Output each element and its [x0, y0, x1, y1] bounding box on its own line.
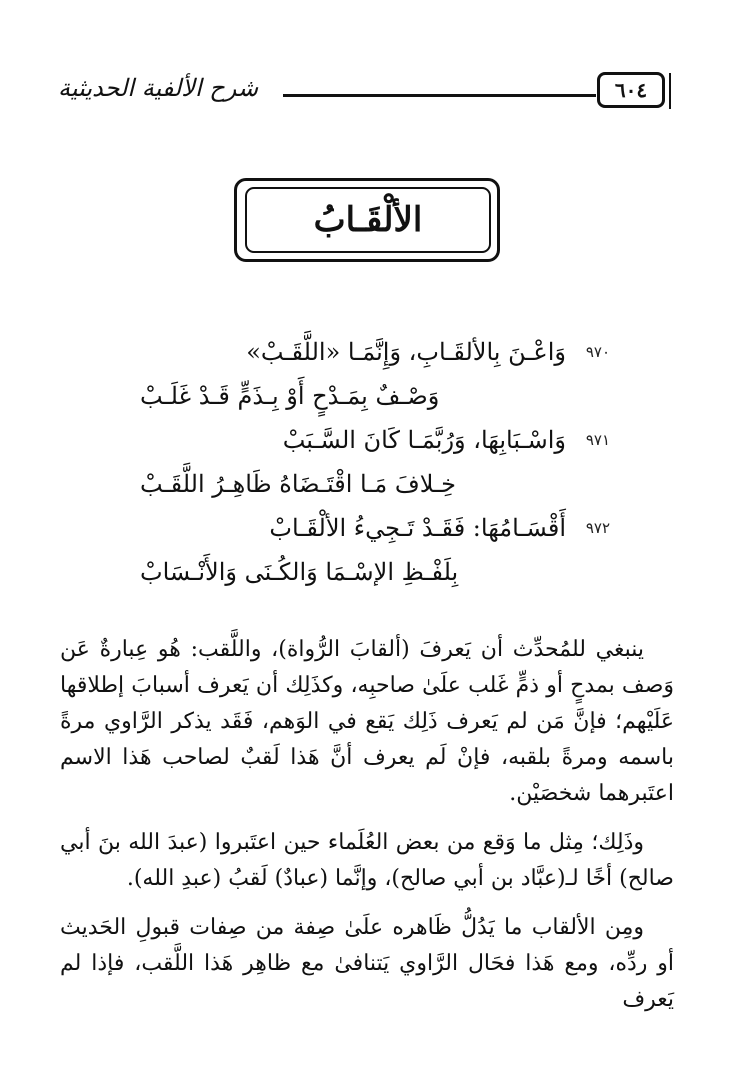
chapter-title-inner-frame — [245, 187, 491, 253]
commentary-text — [60, 632, 674, 1031]
verse-second-hemistich: بِلَفْـظِ الإسْـمَا وَالكُـنَى وَالأَنْـسَابْ — [140, 558, 459, 586]
verse-number: ٩٧٢ — [585, 519, 610, 537]
verse-number: ٩٧١ — [585, 431, 610, 449]
verse-first-hemistich: وَاسْـبَابِهَا، وَرُبَّمَـا كَانَ السَّـبَبْ — [282, 426, 566, 454]
verse-block — [120, 330, 610, 594]
verse-line — [120, 506, 610, 550]
verse-line — [120, 462, 610, 506]
chapter-title: الألْقَـابُ — [313, 200, 423, 240]
paragraph: ومِن الألقاب ما يَدُلُّ ظَاهره علَىٰ صِفة من صِفات قبولِ الحَديث أو ردِّه، ومع هَذا فحَال الرَّاوي يَتنافىٰ مع ظاهِر هَذا اللَّقب، فإذا لم يَعرف — [60, 915, 674, 1012]
verse-line — [120, 550, 610, 594]
verse-second-hemistich: وَصْـفٌ بِمَـدْحٍ أَوْ بِـذَمٍّ قَـدْ غَلَـبْ — [140, 382, 440, 410]
verse-first-hemistich: وَاعْـنَ بِالألقَـابِ، وَإِنَّمَـا «اللَّقَـبْ» — [246, 338, 566, 366]
verse-line — [120, 330, 610, 374]
header-rule — [283, 94, 596, 97]
verse-number: ٩٧٠ — [585, 343, 610, 361]
running-head-title: شرح الألفية الحديثية — [58, 74, 259, 102]
paragraph: ينبغي للمُحدِّث أن يَعرفَ (ألقابَ الرُّواة)، واللَّقب: هُو عِبارةٌ عَن وَصف بمدحٍ أو ذمٍّ غَلب علَىٰ صاحبِه، وكذَلِك أن يَعرف أسبابَ إطلاقها عَلَيْهم؛ فإنَّ مَن لم يَعرف ذَلِك يَقع في الوَهم، فَقَد يذكر الرَّاوي مرةً باسمه ومرةً بلقبه، فإنْ لَم يعرف أنَّ هَذا لَقبٌ لصاحب هَذا الاسم اعتَبرهما شخصَيْن. — [60, 637, 674, 806]
verse-second-hemistich: خِـلافَ مَـا اقْتَـضَاهُ ظَاهِـرُ اللَّقَـبْ — [140, 470, 456, 498]
chapter-title-frame — [234, 178, 500, 262]
page-number: ٦٠٤ — [597, 72, 665, 108]
verse-first-hemistich: أَقْسَـامُهَا: فَقَـدْ تَـجِيءُ الألْقَـابْ — [269, 514, 566, 542]
verse-line — [120, 418, 610, 462]
paragraph: وذَلِك؛ مِثل ما وَقع من بعض العُلَماء حين اعتَبروا (عبدَ الله بنَ أبي صالح) أخًا لـ(عبَّاد بن أبي صالح)، وإنَّما (عبادٌ) لَقبُ (عبدِ الله). — [60, 830, 674, 891]
verse-line — [120, 374, 610, 418]
page-header — [48, 72, 676, 116]
